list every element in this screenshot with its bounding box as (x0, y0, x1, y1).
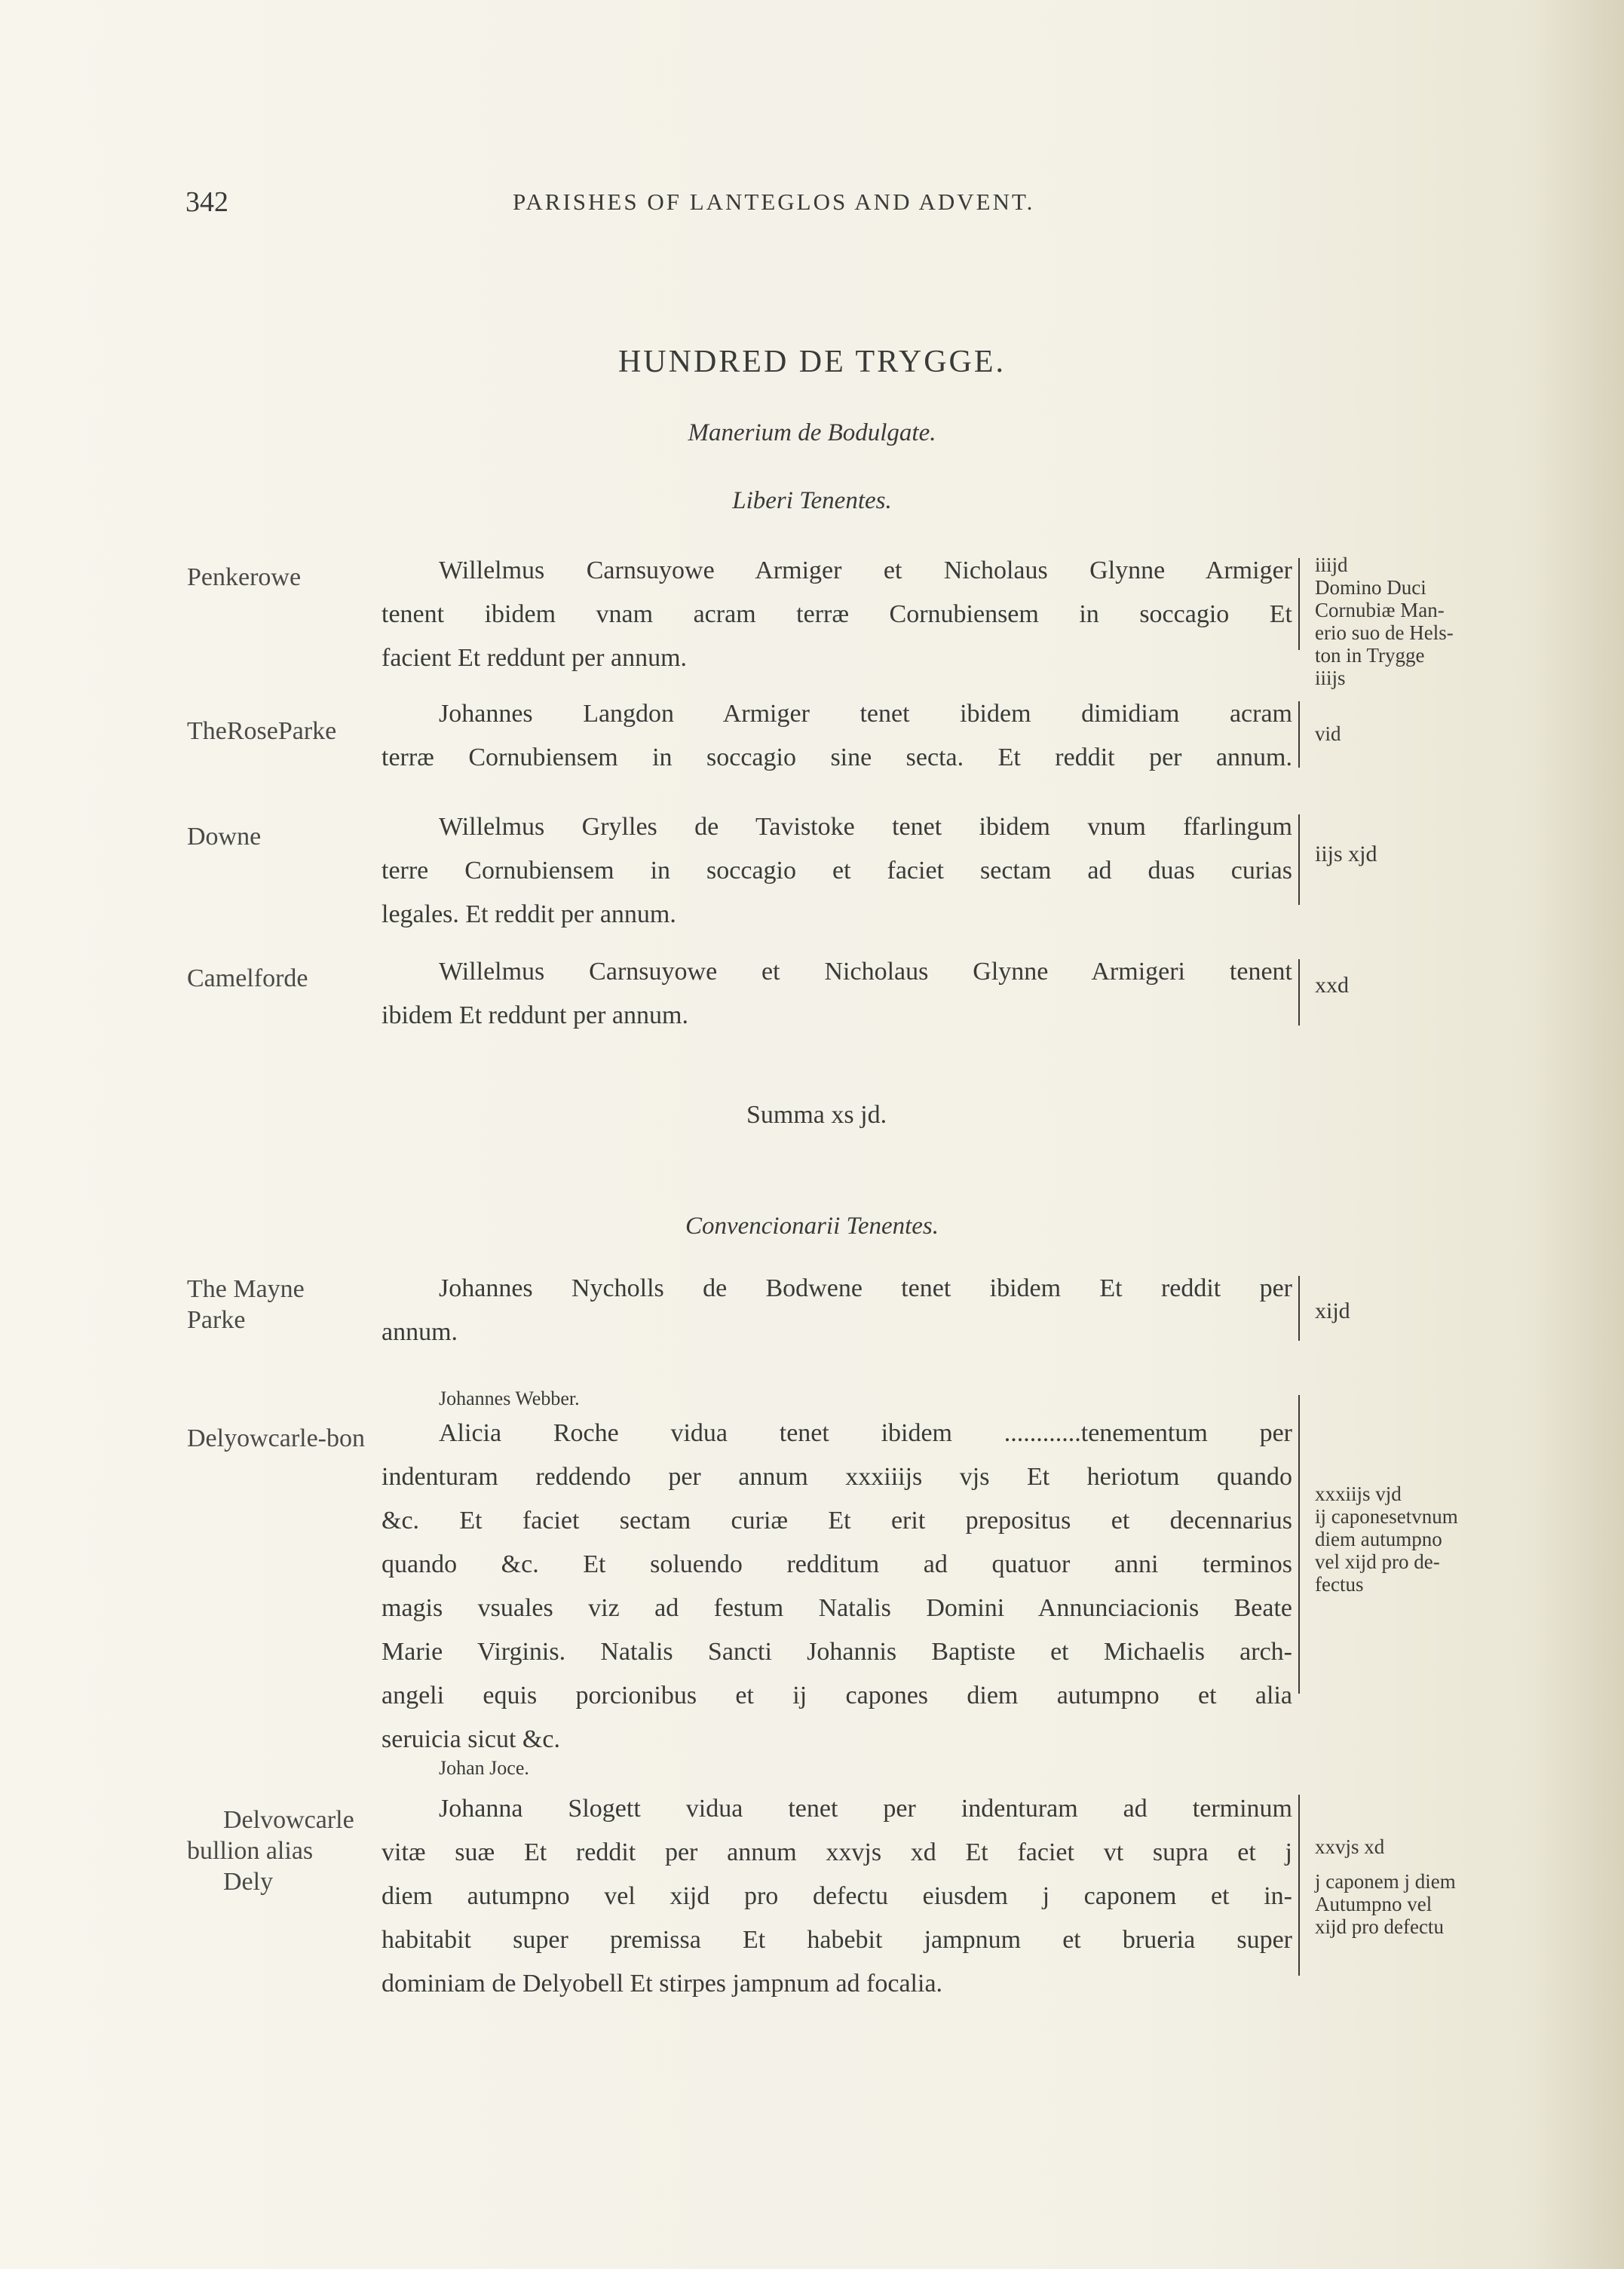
margin-line: j caponem j diem (1315, 1870, 1456, 1893)
text-line: habitabit super premissa Et habebit jampnum et brueria super (381, 1926, 1292, 1954)
text-line: Willelmus Carnsuyowe Armiger et Nicholaus Glynne Armiger (439, 557, 1292, 584)
margin-line: Domino Duci (1315, 576, 1426, 599)
text-line: diem autumpno vel xijd pro defectu eiusdem j caponem et in- (381, 1882, 1292, 1910)
text-line: magis vsuales viz ad festum Natalis Domini Annunciacionis Beate (381, 1594, 1292, 1622)
margin-line: vel xijd pro de- (1315, 1550, 1440, 1573)
margin-note (1315, 553, 1541, 689)
summa-total: Summa xs jd. (746, 1101, 887, 1129)
brace (1298, 1276, 1300, 1341)
manor-heading: Manerium de Bodulgate. (688, 419, 936, 446)
place-name: Penkerowe (187, 563, 302, 591)
text-line: Alicia Roche vidua tenet ibidem ............tenementum per (439, 1419, 1292, 1447)
text-line: Willelmus Carnsuyowe et Nicholaus Glynne Armigeri tenent (439, 958, 1292, 986)
margin-line: xijd pro defectu (1315, 1915, 1444, 1938)
margin-line: xxvjs xd (1315, 1835, 1385, 1858)
customary-tenants-heading: Convencionarii Tenentes. (685, 1213, 939, 1240)
margin-line: erio suo de Hels- (1315, 621, 1454, 644)
text-line: Johanna Slogett vidua tenet per indenturam ad terminum (439, 1795, 1292, 1823)
entry-text (381, 549, 1292, 680)
margin-note: xijd (1315, 1299, 1350, 1323)
running-title: PARISHES OF LANTEGLOS AND ADVENT. (513, 189, 1035, 215)
margin-line: Cornubiæ Man- (1315, 599, 1445, 621)
place-name: Camelforde (187, 964, 308, 992)
text-line: ibidem Et reddunt per annum. (381, 1001, 688, 1029)
place-line: bullion alias (187, 1836, 314, 1865)
entry-text (381, 1787, 1292, 2006)
margin-note: xxd (1315, 973, 1349, 998)
margin-line: diem autumpno (1315, 1528, 1442, 1550)
text-line: vitæ suæ Et reddit per annum xxvjs xd Et faciet vt supra et j (381, 1838, 1292, 1866)
text-line: Johannes Langdon Armiger tenet ibidem dimidiam acram (439, 700, 1292, 728)
entry-text (381, 805, 1292, 937)
text-line: indenturam reddendo per annum xxxiiijs vjs Et heriotum quando (381, 1463, 1292, 1491)
margin-note (1315, 1483, 1541, 1596)
text-line: facient Et reddunt per annum. (381, 644, 688, 672)
place-name: The Mayne Parke (187, 1275, 305, 1334)
text-line: Willelmus Grylles de Tavistoke tenet ibidem vnum ffarlingum (439, 813, 1292, 841)
margin-line: fectus (1315, 1573, 1364, 1596)
place-line: Delvowcarle (223, 1806, 354, 1834)
place-line: Dely (223, 1867, 274, 1896)
margin-line: ij caponesetvnum (1315, 1505, 1458, 1528)
section-title: HUNDRED DE TRYGGE. (617, 345, 1007, 379)
margin-line: iiijd (1315, 553, 1348, 576)
brace (1298, 1395, 1300, 1694)
entry-text (381, 950, 1292, 1038)
text-line: Marie Virginis. Natalis Sancti Johannis Baptiste et Michaelis arch- (381, 1638, 1292, 1666)
interlinear-note: Johan Joce. (439, 1757, 529, 1779)
margin-note (1315, 1835, 1541, 1938)
text-line: tenent ibidem vnam acram terræ Cornubiensem in soccagio Et (381, 600, 1292, 628)
text-line: &c. Et faciet sectam curiæ Et erit prepositus et decennarius (381, 1507, 1292, 1535)
place-name: TheRoseParke (187, 717, 337, 745)
margin-note: iijs xjd (1315, 842, 1377, 866)
place-name: Delyowcarle-bon (187, 1424, 366, 1452)
brace (1298, 814, 1300, 905)
page-number: 342 (185, 186, 228, 218)
entry-text (381, 692, 1292, 780)
place-name: Downe (187, 823, 262, 851)
margin-line: ton in Trygge (1315, 644, 1425, 667)
text-line: angeli equis porcionibus et ij capones diem autumpno et alia (381, 1682, 1292, 1709)
text-line: seruicia sicut &c. (381, 1725, 560, 1753)
brace (1298, 1795, 1300, 1976)
text-line: legales. Et reddit per annum. (381, 900, 676, 928)
entry-text (381, 1267, 1292, 1354)
brace (1298, 558, 1300, 650)
brace (1298, 959, 1300, 1026)
interlinear-note: Johannes Webber. (439, 1387, 580, 1409)
margin-line: Autumpno vel (1315, 1893, 1432, 1915)
free-tenants-heading: Liberi Tenentes. (732, 487, 892, 514)
brace (1298, 701, 1300, 768)
text-line: annum. (381, 1318, 458, 1346)
text-line: terræ Cornubiensem in soccagio sine secta. Et reddit per annum. (381, 744, 1292, 771)
text-line: dominiam de Delyobell Et stirpes jampnum ad focalia. (381, 1970, 943, 1998)
place-name (187, 1805, 354, 1897)
text-line: terre Cornubiensem in soccagio et faciet sectam ad duas curias (381, 857, 1292, 885)
entry-text (381, 1412, 1292, 1762)
text-line: Johannes Nycholls de Bodwene tenet ibidem Et reddit per (439, 1274, 1292, 1302)
margin-note: vid (1315, 722, 1341, 745)
margin-line: xxxiijs vjd (1315, 1483, 1402, 1505)
margin-line: iiijs (1315, 667, 1346, 689)
text-line: quando &c. Et soluendo redditum ad quatuor anni terminos (381, 1550, 1292, 1578)
